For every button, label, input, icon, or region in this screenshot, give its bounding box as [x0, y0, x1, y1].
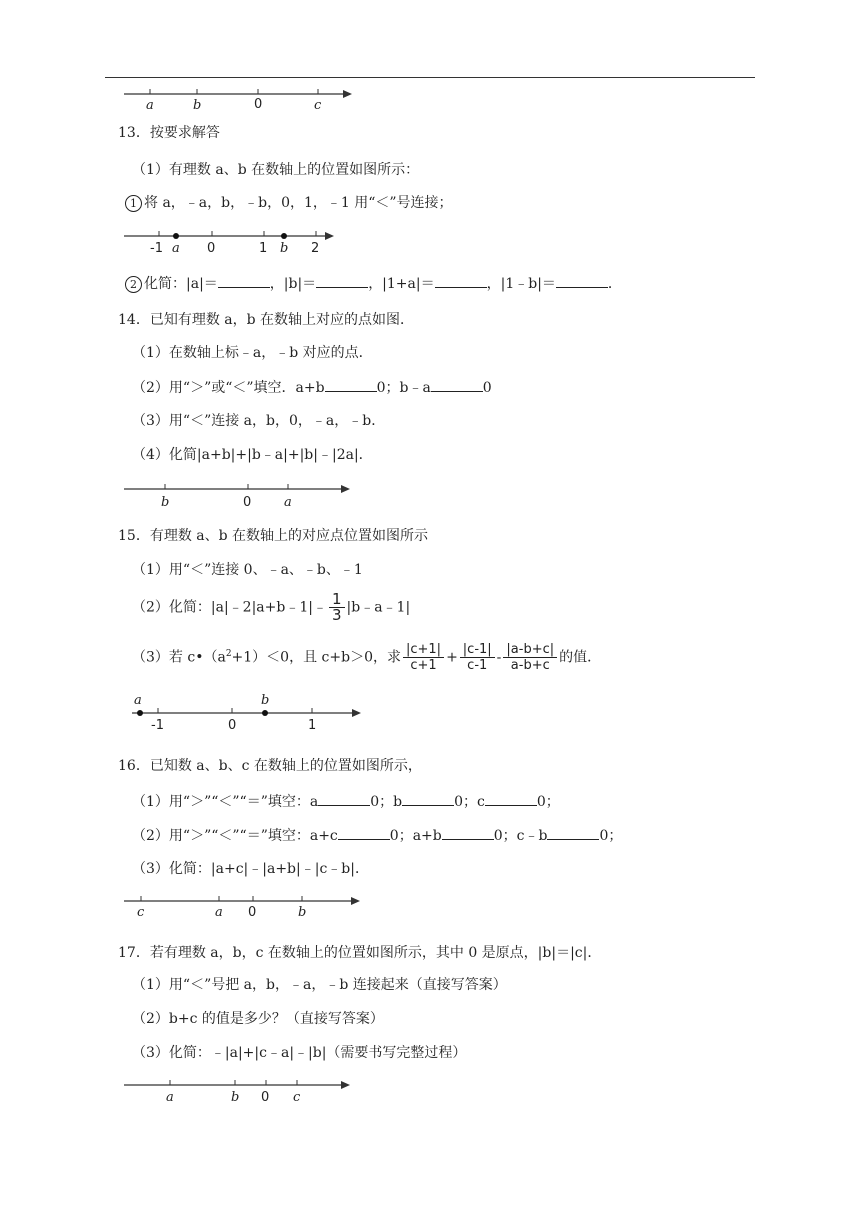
q16-part2: （2）用“＞”“＜”“＝”填空：a+c 0；a+b 0；c﹣b 0；	[132, 828, 623, 844]
svg-text:1: 1	[259, 241, 268, 256]
q15-title: 15．有理数 a、b 在数轴上的对应点位置如图所示	[118, 528, 429, 544]
q16-title: 16．已知数 a、b、c 在数轴上的位置如图所示，	[118, 758, 422, 774]
svg-text:-1: -1	[151, 718, 164, 733]
q13-title: 13．按要求解答	[118, 125, 220, 141]
q16-part1: （1）用“＞”“＜”“＝”填空：a 0；b 0；c 0；	[132, 794, 560, 810]
q15-part3: （3）若 $c•(a^2+1)<0$，且 c+b＞0，求 $\frac{|c+1|}{c+1}$ + $\frac{|c-1|}{c-1}$ - $\frac{|a-b+c|}{a-b+c}$ 的值．	[132, 642, 602, 673]
q13-part1: （1）有理数 a、b 在数轴上的位置如图所示：	[132, 162, 420, 178]
label-b: b	[193, 98, 202, 113]
q16-part3: （3）化简：|a+c|﹣|a+b|﹣|c﹣b|．	[132, 861, 369, 877]
label-c: c	[314, 98, 322, 113]
svg-text:c: c	[293, 1090, 301, 1105]
svg-text:b: b	[231, 1090, 240, 1105]
q14-part1: （1）在数轴上标﹣a，﹣b 对应的点．	[132, 345, 373, 361]
svg-text:b: b	[161, 495, 170, 510]
number-line-13	[122, 226, 342, 258]
svg-text:-1: -1	[150, 241, 163, 256]
label-0: 0	[254, 97, 263, 112]
q14-part3: （3）用“＜”连接 a，b，0，﹣a，﹣b．	[132, 413, 386, 429]
svg-text:b: b	[280, 241, 289, 256]
number-line-14	[122, 479, 357, 511]
svg-text:0: 0	[243, 495, 252, 510]
q17-part2: （2）b+c 的值是多少？（直接写答案）	[132, 1011, 384, 1027]
svg-text:c: c	[137, 905, 145, 920]
number-line-16	[122, 891, 367, 923]
number-line-12	[122, 84, 357, 114]
svg-text:a: a	[284, 495, 292, 510]
svg-text:1: 1	[308, 718, 317, 733]
svg-text:0: 0	[248, 905, 257, 920]
q17-title: 17．若有理数 a，b，c 在数轴上的位置如图所示，其中 0 是原点，|b|＝|c|．	[118, 945, 602, 961]
svg-text:a: a	[172, 241, 180, 256]
svg-text:a: a	[215, 905, 223, 920]
q13-step1: 1 将 a，﹣a，b，﹣b，0，1，﹣1 用“＜”号连接；	[125, 194, 453, 212]
svg-text:b: b	[298, 905, 307, 920]
svg-text:a: a	[166, 1090, 174, 1105]
q15-part2: （2）化简：|a|﹣2|a+b﹣1|﹣ $\frac{1}{3}$ |b﹣a﹣1|	[132, 590, 411, 624]
q17-part3: （3）化简：﹣|a|+|c﹣a|﹣|b|（需要书写完整过程）	[132, 1045, 467, 1061]
header-rule	[105, 77, 755, 78]
q15-part1: （1）用“＜”连接 0、﹣a、﹣b、﹣1	[132, 562, 363, 578]
svg-text:0: 0	[207, 241, 216, 256]
circled-number: 1	[125, 195, 142, 212]
q14-part2: （2）用“＞”或“＜”填空．a+b 0；b﹣a 0	[132, 380, 492, 396]
q14-title: 14．已知有理数 a，b 在数轴上对应的点如图．	[118, 312, 415, 328]
label-a: a	[146, 98, 154, 113]
number-line-15	[130, 692, 370, 732]
q13-step2: 2 化简：|a|＝ ，|b|＝ ，|1+a|＝ ，|1﹣b|＝ ．	[125, 274, 622, 293]
svg-text:0: 0	[228, 718, 237, 733]
svg-text:2: 2	[311, 241, 320, 256]
number-line-17	[122, 1075, 357, 1107]
svg-text:b: b	[261, 693, 270, 708]
q17-part1: （1）用“＜”号把 a，b，﹣a，﹣b 连接起来（直接写答案）	[132, 977, 507, 993]
q14-part4: （4）化简|a+b|+|b﹣a|+|b|﹣|2a|．	[132, 447, 373, 463]
svg-text:a: a	[134, 693, 142, 708]
svg-text:0: 0	[261, 1090, 270, 1105]
